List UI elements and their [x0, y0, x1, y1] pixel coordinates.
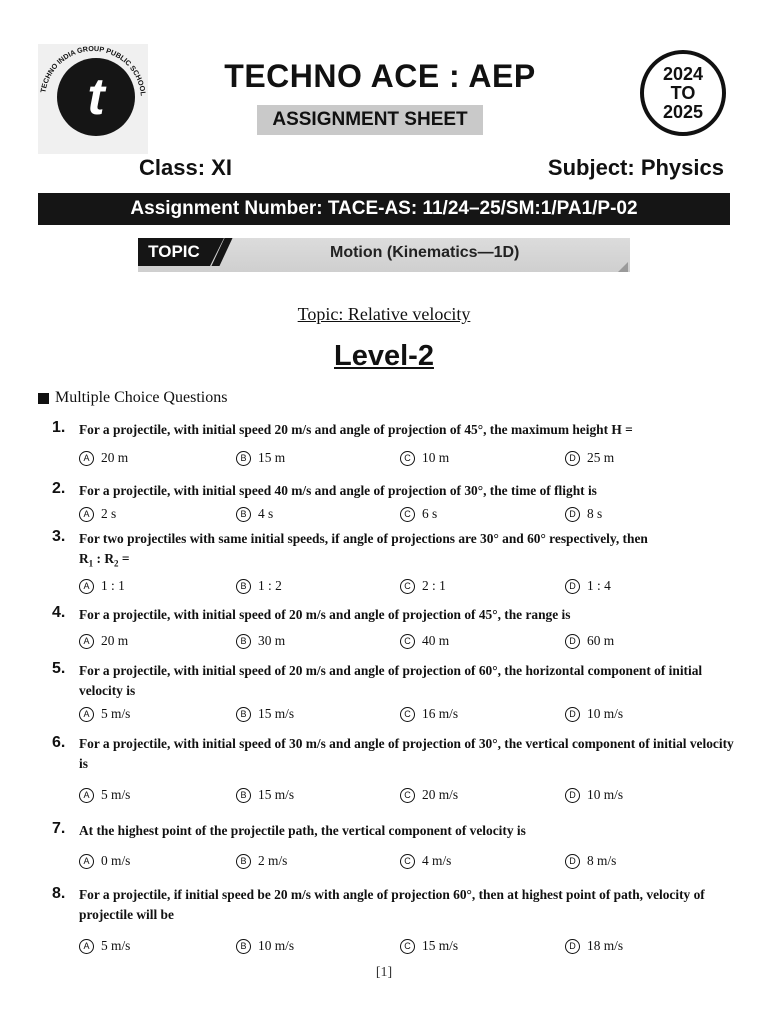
option-text: 20 m	[101, 450, 129, 465]
option-a[interactable]	[79, 787, 130, 803]
question-number: 2.	[52, 480, 66, 497]
topic-corner-decoration	[618, 262, 628, 272]
option-a[interactable]	[79, 706, 130, 722]
option-letter-icon: C	[400, 451, 415, 466]
option-text: 10 m/s	[258, 938, 295, 953]
question-text: For a projectile, with initial speed 20 m/s and angle of projection of 45°, the maximum height H =	[79, 422, 633, 437]
topic-name: Motion (Kinematics—1D)	[330, 244, 520, 261]
option-d[interactable]	[565, 633, 614, 649]
option-text: 15 m/s	[258, 787, 295, 802]
option-letter-icon: C	[400, 788, 415, 803]
option-text: 25 m	[587, 450, 615, 465]
option-d[interactable]	[565, 706, 623, 722]
question-number: 6.	[52, 734, 66, 751]
year-start: 2024	[662, 63, 704, 84]
option-b[interactable]	[236, 853, 287, 869]
question-number: 5.	[52, 660, 66, 677]
option-b[interactable]	[236, 706, 294, 722]
option-a[interactable]	[79, 633, 128, 649]
option-letter-icon: A	[79, 788, 94, 803]
option-b[interactable]	[236, 787, 294, 803]
question-number: 4.	[52, 604, 66, 621]
option-a[interactable]	[79, 853, 130, 869]
option-text: 1 : 2	[258, 578, 282, 593]
option-c[interactable]	[400, 578, 446, 594]
option-d[interactable]	[565, 450, 614, 466]
year-badge	[640, 50, 726, 136]
option-letter-icon: A	[79, 939, 94, 954]
option-text: 30 m	[258, 633, 286, 648]
option-text: 60 m	[587, 633, 615, 648]
level-heading: Level-2	[334, 340, 434, 372]
question-text-line: For two projectiles with same initial speeds, if angle of projections are 30° and 60° respectively, then	[79, 531, 648, 546]
option-c[interactable]	[400, 706, 458, 722]
option-letter-icon: B	[236, 634, 251, 649]
option-text: 40 m	[422, 633, 450, 648]
ratio-sub-1: 1	[88, 558, 94, 569]
option-text: 4 m/s	[422, 853, 452, 868]
option-b[interactable]	[236, 633, 285, 649]
question-text: For a projectile, with initial speed of 20 m/s and angle of projection of 45°, the range is	[79, 607, 571, 622]
option-letter-icon: A	[79, 707, 94, 722]
question-number: 8.	[52, 885, 66, 902]
section-heading: Multiple Choice Questions	[55, 389, 228, 406]
option-c[interactable]	[400, 938, 458, 954]
option-text: 18 m/s	[587, 938, 624, 953]
option-letter-icon: B	[236, 788, 251, 803]
logo-ring-text: TECHNO INDIA GROUP PUBLIC SCHOOL	[38, 44, 148, 97]
option-a[interactable]	[79, 938, 130, 954]
option-text: 16 m/s	[422, 706, 459, 721]
option-text: 20 m	[101, 633, 129, 648]
option-d[interactable]	[565, 578, 611, 594]
option-letter-icon: C	[400, 634, 415, 649]
option-letter-icon: B	[236, 579, 251, 594]
option-b[interactable]	[236, 938, 294, 954]
question-number: 3.	[52, 528, 66, 545]
option-text: 4 s	[258, 506, 274, 521]
option-c[interactable]	[400, 450, 449, 466]
assignment-number: Assignment Number: TACE-AS: 11/24–25/SM:1/PA1/P-02	[130, 198, 638, 219]
option-c[interactable]	[400, 506, 437, 522]
option-text: 0 m/s	[101, 853, 131, 868]
option-c[interactable]	[400, 633, 449, 649]
question-number: 7.	[52, 820, 66, 837]
logo-mark: t	[87, 68, 105, 126]
year-end: 2025	[662, 101, 704, 122]
option-c[interactable]	[400, 787, 458, 803]
subtopic-heading: Topic: Relative velocity	[297, 304, 471, 324]
option-a[interactable]	[79, 450, 128, 466]
year-to: TO	[670, 82, 696, 103]
option-letter-icon: D	[565, 788, 580, 803]
option-letter-icon: A	[79, 854, 94, 869]
page-title: TECHNO ACE : AEP	[224, 58, 536, 94]
topic-tag: TOPIC	[148, 242, 200, 261]
question-text: For a projectile, if initial speed be 20 m/s with angle of projection 60°, then at highest point of path, velocity of projectile will be	[79, 887, 705, 922]
option-text: 2 m/s	[258, 853, 288, 868]
option-letter-icon: B	[236, 854, 251, 869]
option-text: 8 s	[587, 506, 603, 521]
option-text: 15 m/s	[258, 706, 295, 721]
option-text: 10 m	[422, 450, 450, 465]
option-b[interactable]	[236, 578, 282, 594]
option-d[interactable]	[565, 853, 616, 869]
option-text: 6 s	[422, 506, 438, 521]
option-b[interactable]	[236, 450, 285, 466]
option-text: 5 m/s	[101, 938, 131, 953]
question-number: 1.	[52, 419, 66, 436]
option-letter-icon: D	[565, 507, 580, 522]
option-d[interactable]	[565, 938, 623, 954]
question-text	[79, 529, 734, 574]
option-letter-icon: A	[79, 451, 94, 466]
option-letter-icon: C	[400, 579, 415, 594]
page-number: [1]	[375, 965, 393, 980]
option-text: 8 m/s	[587, 853, 617, 868]
option-text: 10 m/s	[587, 706, 624, 721]
option-letter-icon: B	[236, 707, 251, 722]
option-a[interactable]	[79, 506, 116, 522]
option-text: 1 : 4	[587, 578, 611, 593]
option-text: 15 m/s	[422, 938, 459, 953]
ratio-end: =	[118, 551, 130, 566]
option-letter-icon: A	[79, 634, 94, 649]
option-letter-icon: B	[236, 451, 251, 466]
option-b[interactable]	[236, 506, 273, 522]
option-text: 2 s	[101, 506, 117, 521]
option-text: 1 : 1	[101, 578, 125, 593]
option-letter-icon: D	[565, 451, 580, 466]
question-text: For a projectile, with initial speed of 30 m/s and angle of projection of 30°, the vertical component of initial velocity is	[79, 736, 734, 771]
option-text: 10 m/s	[587, 787, 624, 802]
option-a[interactable]	[79, 578, 125, 594]
option-letter-icon: A	[79, 507, 94, 522]
option-letter-icon: A	[79, 579, 94, 594]
option-text: 5 m/s	[101, 706, 131, 721]
option-letter-icon: D	[565, 634, 580, 649]
ratio-colon: : R	[93, 551, 114, 566]
option-letter-icon: B	[236, 939, 251, 954]
subject-label: Subject: Physics	[547, 155, 724, 180]
ratio-sub-2: 2	[114, 558, 119, 569]
option-letter-icon: C	[400, 854, 415, 869]
option-d[interactable]	[565, 787, 623, 803]
question-text: For a projectile, with initial speed of 20 m/s and angle of projection of 60°, the horizontal component of initial velocity is	[79, 663, 703, 698]
option-text: 2 : 1	[422, 578, 446, 593]
option-letter-icon: C	[400, 707, 415, 722]
option-letter-icon: C	[400, 507, 415, 522]
option-letter-icon: D	[565, 579, 580, 594]
option-text: 15 m	[258, 450, 286, 465]
square-bullet-icon	[38, 393, 49, 404]
sheet-label: ASSIGNMENT SHEET	[272, 109, 468, 130]
option-letter-icon: D	[565, 854, 580, 869]
class-label: Class: XI	[139, 155, 232, 180]
option-letter-icon: B	[236, 507, 251, 522]
question-text: For a projectile, with initial speed 40 m/s and angle of projection of 30°, the time of flight is	[79, 483, 597, 498]
option-text: 20 m/s	[422, 787, 459, 802]
question-text: At the highest point of the projectile path, the vertical component of velocity is	[79, 823, 526, 838]
option-d[interactable]	[565, 506, 602, 522]
option-text: 5 m/s	[101, 787, 131, 802]
option-c[interactable]	[400, 853, 451, 869]
option-letter-icon: D	[565, 939, 580, 954]
option-letter-icon: D	[565, 707, 580, 722]
option-letter-icon: C	[400, 939, 415, 954]
ratio-r: R	[79, 551, 89, 566]
